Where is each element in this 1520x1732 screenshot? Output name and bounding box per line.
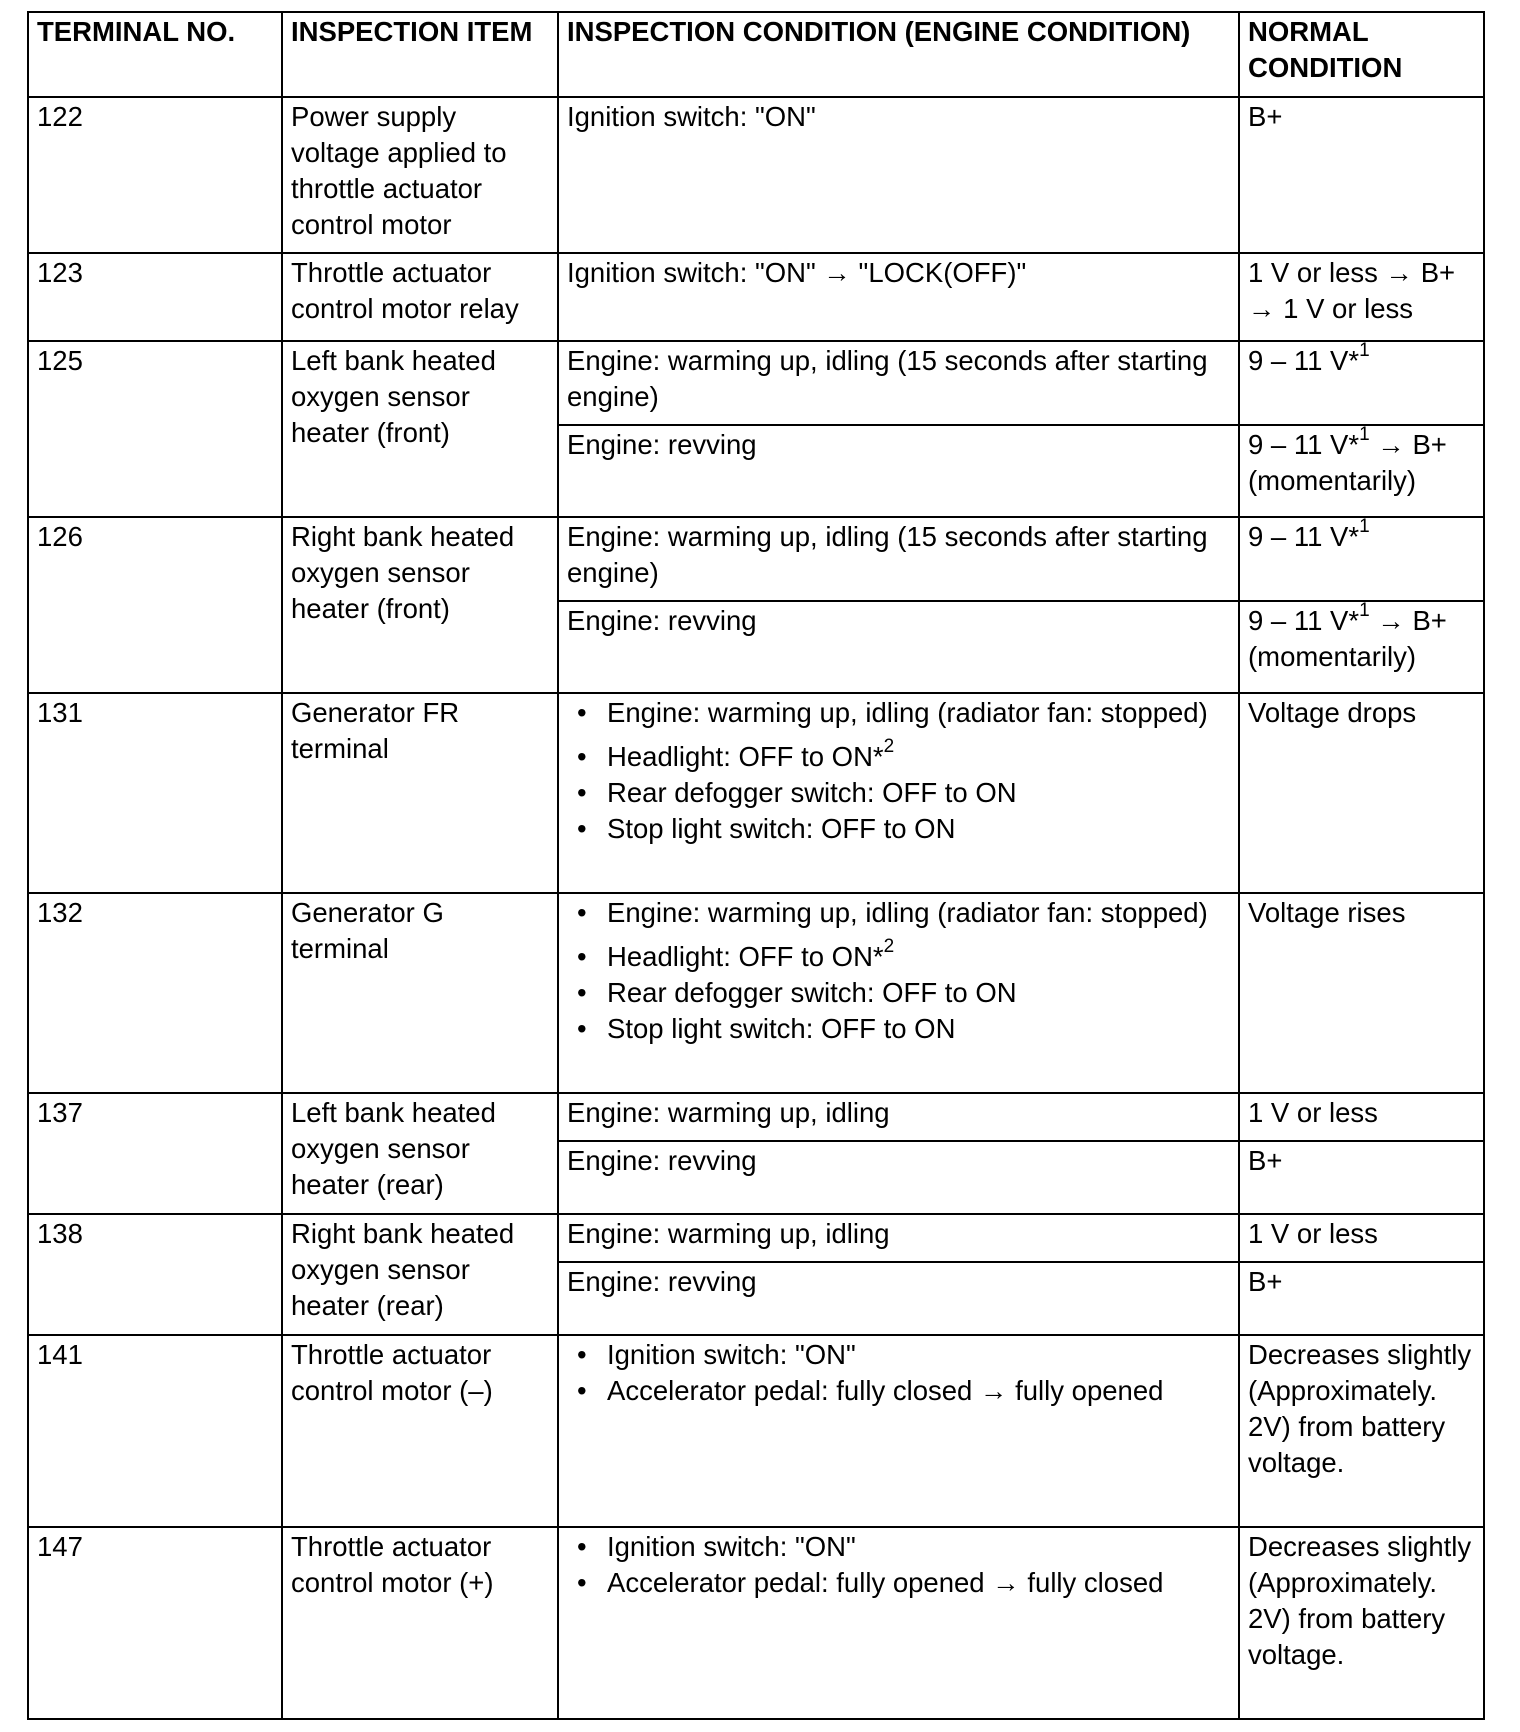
normal-value: 9 – 11 V* [1248,429,1360,460]
item-cell: Power supply voltage applied to throttle actuator control motor [282,97,558,253]
condition-list [567,895,1230,1047]
normal-line: (momentarily) [1248,641,1417,672]
table-row [28,1335,1484,1527]
normal-cell [1239,341,1484,425]
table-row [28,253,1484,341]
condition-cell: Engine: revving [558,1141,1239,1214]
list-item: • Ignition switch: "ON" [567,1337,1230,1373]
table-row [28,1527,1484,1719]
condition-cell: Engine: warming up, idling (15 seconds after starting engine) [558,517,1239,601]
item-cell: Left bank heated oxygen sensor heater (front) [282,341,558,517]
list-item: • Accelerator pedal: fully closed → fully opened [567,1373,1230,1409]
list-item: • Rear defogger switch: OFF to ON [567,975,1230,1011]
normal-line: 1 V or less → B+ [1248,257,1456,288]
table-row [28,341,1484,425]
condition-cell: Ignition switch: "ON" [558,97,1239,253]
terminal-cell: 132 [28,893,282,1093]
normal-cell [1239,253,1484,341]
table-row [28,893,1484,1093]
footnote-mark: 1 [1359,601,1370,621]
normal-cell: 1 V or less [1239,1214,1484,1262]
condition-cell [558,693,1239,893]
condition-cell: Engine: revving [558,1262,1239,1335]
table-row [28,97,1484,253]
header-inspection-item: INSPECTION ITEM [282,12,558,97]
footnote-mark: 1 [1359,425,1370,445]
table-row [28,517,1484,601]
item-cell: Throttle actuator control motor (+) [282,1527,558,1719]
table-row [28,1093,1484,1141]
item-cell: Right bank heated oxygen sensor heater (front) [282,517,558,693]
bullet-text: Headlight: OFF to ON* [607,741,884,772]
list-item: • Rear defogger switch: OFF to ON [567,775,1230,811]
bullet-text: Headlight: OFF to ON* [607,941,884,972]
footnote-mark: 1 [1359,517,1370,537]
header-row [28,12,1484,97]
normal-value: 9 – 11 V* [1248,521,1360,552]
normal-cell: B+ [1239,1141,1484,1214]
normal-value: → B+ [1369,605,1447,636]
item-cell: Throttle actuator control motor (–) [282,1335,558,1527]
header-inspection-condition: INSPECTION CONDITION (ENGINE CONDITION) [558,12,1239,97]
list-item: • Accelerator pedal: fully opened → fully closed [567,1565,1230,1601]
normal-value: → B+ [1369,429,1447,460]
inspection-table [27,11,1485,1720]
terminal-cell: 131 [28,693,282,893]
normal-cell: Voltage drops [1239,693,1484,893]
terminal-cell: 137 [28,1093,282,1214]
terminal-cell: 147 [28,1527,282,1719]
list-item: • Engine: warming up, idling (radiator fan: stopped) [567,895,1230,931]
list-item: • Stop light switch: OFF to ON [567,811,1230,847]
item-cell: Left bank heated oxygen sensor heater (rear) [282,1093,558,1214]
normal-line: (momentarily) [1248,465,1417,496]
condition-cell [558,893,1239,1093]
condition-cell: Engine: warming up, idling (15 seconds after starting engine) [558,341,1239,425]
normal-cell [1239,425,1484,517]
condition-list [567,1337,1230,1409]
normal-line: → 1 V or less [1248,293,1414,324]
condition-list [567,1529,1230,1601]
header-normal-condition: NORMAL CONDITION [1239,12,1484,97]
item-cell: Generator G terminal [282,893,558,1093]
normal-cell: B+ [1239,97,1484,253]
normal-cell: Decreases slightly (Approximately. 2V) from battery voltage. [1239,1335,1484,1527]
terminal-cell: 125 [28,341,282,517]
item-cell: Right bank heated oxygen sensor heater (rear) [282,1214,558,1335]
list-item [567,935,1230,975]
normal-cell [1239,517,1484,601]
terminal-cell: 138 [28,1214,282,1335]
table-row [28,693,1484,893]
item-cell: Throttle actuator control motor relay [282,253,558,341]
condition-cell: Engine: revving [558,425,1239,517]
condition-cell: Engine: warming up, idling [558,1093,1239,1141]
normal-value: 9 – 11 V* [1248,605,1360,636]
list-item: • Stop light switch: OFF to ON [567,1011,1230,1047]
normal-cell: Decreases slightly (Approximately. 2V) from battery voltage. [1239,1527,1484,1719]
condition-cell: Engine: warming up, idling [558,1214,1239,1262]
header-terminal: TERMINAL NO. [28,12,282,97]
normal-cell: Voltage rises [1239,893,1484,1093]
terminal-cell: 141 [28,1335,282,1527]
list-item: • Ignition switch: "ON" [567,1529,1230,1565]
footnote-mark: 2 [883,935,895,957]
condition-cell: Engine: revving [558,601,1239,693]
normal-cell: 1 V or less [1239,1093,1484,1141]
terminal-cell: 122 [28,97,282,253]
table-row [28,1214,1484,1262]
footnote-mark: 2 [883,735,895,757]
normal-cell: B+ [1239,1262,1484,1335]
normal-value: 9 – 11 V* [1248,345,1360,376]
list-item [567,735,1230,775]
condition-list [567,695,1230,847]
condition-cell [558,1335,1239,1527]
terminal-cell: 126 [28,517,282,693]
condition-cell: Ignition switch: "ON" → "LOCK(OFF)" [558,253,1239,341]
footnote-mark: 1 [1359,341,1370,361]
list-item: • Engine: warming up, idling (radiator fan: stopped) [567,695,1230,731]
item-cell: Generator FR terminal [282,693,558,893]
terminal-cell: 123 [28,253,282,341]
normal-cell [1239,601,1484,693]
condition-cell [558,1527,1239,1719]
